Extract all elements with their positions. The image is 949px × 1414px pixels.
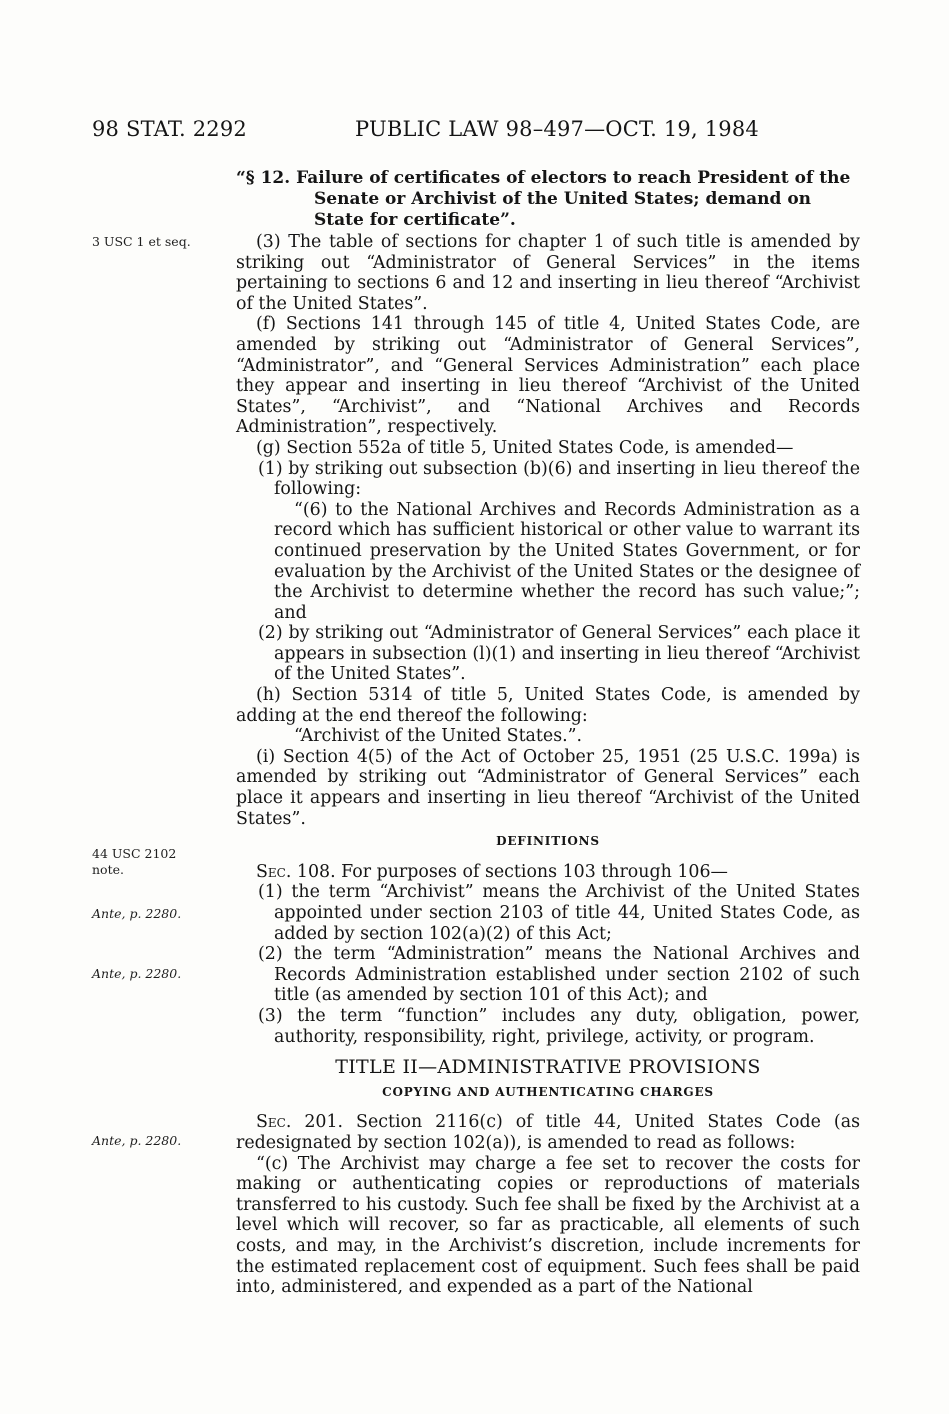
definition-2: (2) the term “Administration” means the National Archives and Records Administration established under section 2102 of such title (as amended by section 101 of this Act); and <box>258 944 860 1006</box>
section-108: Sec. 108. For purposes of sections 103 through 106— <box>256 861 728 882</box>
margin-note-ante-1: Ante, p. 2280. <box>92 906 182 921</box>
section-12-heading: “§ 12. Failure of certificates of electors to reach President of the Senate or Archivist of the United States; demand on State for certificate”. <box>236 168 851 230</box>
paragraph-h-quote: “Archivist of the United States.”. <box>294 726 583 747</box>
main-text <box>236 232 860 1298</box>
paragraph-g-1: (1) by striking out subsection (b)(6) and inserting in lieu thereof the following: <box>258 458 860 500</box>
copying-heading: COPYING AND AUTHENTICATING CHARGES <box>382 1084 714 1099</box>
section-201: Sec. 201. Section 2116(c) of title 44, United States Code (as redesignated by section 102(a)), is amended to read as follows: <box>236 1112 860 1153</box>
paragraph-f: (f) Sections 141 through 145 of title 4, United States Code, are amended by striking out “Administrator of General Services”, “Administrator”, and “General Services Administration” each place they appear and inserting in lieu thereof “Archivist of the United States”, “Archivist”, and “National Archives and Records Administration”, respectively. <box>236 314 860 438</box>
definition-3: (3) the term “function” includes any duty, obligation, power, authority, responsibility, right, privilege, activity, or program. <box>258 1005 860 1047</box>
paragraph-g-1-quote: “(6) to the National Archives and Records Administration as a record which has sufficient historical or other value to warrant its continued preservation by the United States Government, or for evaluation by the Archivist of the United States or the designee of the Archivist to determine whether the record has such value;”; and <box>274 499 860 623</box>
paragraph-g-2: (2) by striking out “Administrator of General Services” each place it appears in subsection (l)(1) and inserting in lieu thereof “Archivist of the United States”. <box>258 623 860 685</box>
margin-note-ante-3: Ante, p. 2280. <box>92 1133 182 1148</box>
page-header-stat: 98 STAT. 2292 <box>92 117 247 141</box>
definition-1: (1) the term “Archivist” means the Archivist of the United States appointed under section 2103 of title 44, United States Code, as added by section 102(a)(2) of this Act; <box>258 882 860 944</box>
page-header-public-law: PUBLIC LAW 98–497—OCT. 19, 1984 <box>355 117 759 141</box>
margin-note-ante-2: Ante, p. 2280. <box>92 966 182 981</box>
paragraph-3: (3) The table of sections for chapter 1 of such title is amended by striking out “Administrator of General Services” in the items pertaining to sections 6 and 12 and inserting in lieu thereof “Archivist of the United States”. <box>236 232 860 314</box>
definitions-heading: DEFINITIONS <box>496 834 600 849</box>
paragraph-h: (h) Section 5314 of title 5, United States Code, is amended by adding at the end thereof the following: <box>236 685 860 726</box>
paragraph-g: (g) Section 552a of title 5, United States Code, is amended— <box>256 437 794 458</box>
paragraph-c: “(c) The Archivist may charge a fee set to recover the costs for making or authenticating copies or reproductions of materials transferred to his custody. Such fee shall be fixed by the Archivist at a level which will recover, so far as practicable, all elements of such costs, and may, in the Archivist’s discretion, include increments for the estimated replacement cost of equipment. Such fees shall be paid into, administered, and expended as a part of the National <box>236 1153 860 1298</box>
margin-note-44usc: 44 USC 2102 note. <box>92 846 177 877</box>
title-ii-heading: TITLE II—ADMINISTRATIVE PROVISIONS <box>335 1056 761 1079</box>
paragraph-i: (i) Section 4(5) of the Act of October 25, 1951 (25 U.S.C. 199a) is amended by striking out “Administrator of General Services” each place it appears and inserting in lieu thereof “Archivist of the United States”. <box>236 746 860 829</box>
margin-note-3usc: 3 USC 1 et seq. <box>92 234 191 249</box>
